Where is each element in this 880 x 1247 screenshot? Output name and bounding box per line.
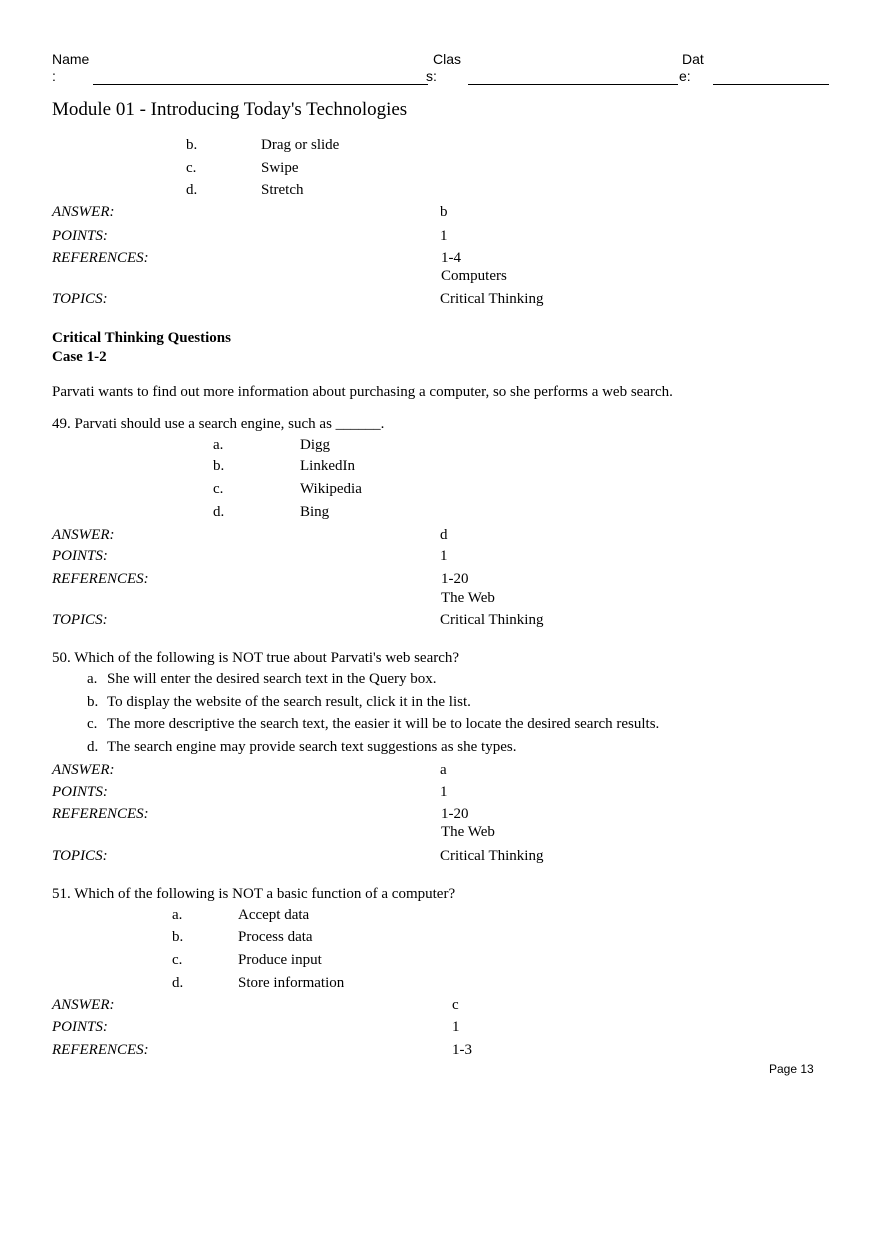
q50-references-label: REFERENCES:	[52, 806, 149, 822]
q50-option-letter: c.	[87, 716, 98, 732]
name-colon: :	[52, 68, 56, 84]
q50-option-text: The search engine may provide search text suggestions as she types.	[107, 739, 517, 755]
case-scenario: Parvati wants to find out more information about purchasing a computer, so she performs a web search.	[52, 384, 673, 400]
q48-topics-value: Critical Thinking	[440, 291, 544, 307]
date-colon: e:	[679, 68, 691, 84]
q51-option-letter: a.	[172, 907, 183, 923]
q49-option-letter: a.	[213, 437, 224, 453]
q51-option-text: Process data	[238, 929, 313, 945]
q51-answer-label: ANSWER:	[52, 997, 115, 1013]
q50-reference-section: The Web	[441, 824, 495, 840]
q51-option-text: Accept data	[238, 907, 310, 923]
q49-answer-value: d	[440, 527, 448, 543]
q48-answer-label: ANSWER:	[52, 204, 115, 220]
q48-reference-section: Computers	[441, 268, 507, 284]
q49-question: 49. Parvati should use a search engine, such as ______.	[52, 416, 385, 432]
q51-references-label: REFERENCES:	[52, 1042, 149, 1058]
q50-points-value: 1	[440, 784, 448, 800]
q51-option-letter: d.	[172, 975, 184, 991]
class-colon: s:	[426, 68, 437, 84]
q50-option-letter: d.	[87, 739, 99, 755]
q51-answer-value: c	[452, 997, 459, 1013]
case-heading: Case 1-2	[52, 349, 107, 365]
q51-reference-number: 1-3	[452, 1042, 472, 1058]
q48-option-letter: d.	[186, 182, 198, 198]
q50-option-letter: a.	[87, 671, 98, 687]
q48-option-letter: b.	[186, 137, 198, 153]
q49-reference-number: 1-20	[441, 571, 469, 587]
q49-option-text: Digg	[300, 437, 330, 453]
q49-option-text: Bing	[300, 504, 330, 520]
q50-answer-value: a	[440, 762, 447, 778]
q48-option-letter: c.	[186, 160, 197, 176]
q49-option-text: Wikipedia	[300, 481, 362, 497]
name-field-line	[93, 84, 428, 85]
q50-answer-label: ANSWER:	[52, 762, 115, 778]
q48-references-label: REFERENCES:	[52, 250, 149, 266]
module-title: Module 01 - Introducing Today's Technologies	[52, 99, 408, 120]
page-number: Page 13	[769, 1062, 814, 1076]
q50-topics-label: TOPICS:	[52, 848, 108, 864]
class-label: Clas	[433, 51, 462, 67]
q49-points-value: 1	[440, 548, 448, 564]
q51-points-label: POINTS:	[52, 1019, 108, 1035]
date-field-line	[713, 84, 829, 85]
q50-option-text: She will enter the desired search text in the Query box.	[107, 671, 437, 687]
q49-topics-label: TOPICS:	[52, 612, 108, 628]
q51-option-text: Store information	[238, 975, 345, 991]
q51-points-value: 1	[452, 1019, 460, 1035]
q49-option-text: LinkedIn	[300, 458, 355, 474]
q51-option-text: Produce input	[238, 952, 322, 968]
q50-option-text: To display the website of the search result, click it in the list.	[107, 694, 471, 710]
q50-topics-value: Critical Thinking	[440, 848, 544, 864]
q50-option-text: The more descriptive the search text, the easier it will be to locate the desired search results.	[107, 716, 660, 732]
q51-question: 51. Which of the following is NOT a basic function of a computer?	[52, 886, 456, 902]
name-label: Name	[52, 51, 90, 67]
q50-question: 50. Which of the following is NOT true about Parvati's web search?	[52, 650, 460, 666]
section-heading: Critical Thinking Questions	[52, 330, 231, 346]
q48-answer-value: b	[440, 204, 448, 220]
q48-option-text: Swipe	[261, 160, 299, 176]
q49-references-label: REFERENCES:	[52, 571, 149, 587]
class-field-line	[468, 84, 678, 85]
q50-option-letter: b.	[87, 694, 99, 710]
q51-option-letter: c.	[172, 952, 183, 968]
q49-topics-value: Critical Thinking	[440, 612, 544, 628]
q49-option-letter: b.	[213, 458, 225, 474]
q49-option-letter: d.	[213, 504, 225, 520]
q50-points-label: POINTS:	[52, 784, 108, 800]
q48-points-label: POINTS:	[52, 228, 108, 244]
q49-option-letter: c.	[213, 481, 224, 497]
q50-reference-number: 1-20	[441, 806, 469, 822]
q48-topics-label: TOPICS:	[52, 291, 108, 307]
q48-option-text: Drag or slide	[261, 137, 340, 153]
q48-points-value: 1	[440, 228, 448, 244]
q49-answer-label: ANSWER:	[52, 527, 115, 543]
q51-option-letter: b.	[172, 929, 184, 945]
q49-reference-section: The Web	[441, 590, 495, 606]
q48-option-text: Stretch	[261, 182, 304, 198]
q49-points-label: POINTS:	[52, 548, 108, 564]
q48-reference-number: 1-4	[441, 250, 461, 266]
date-label: Dat	[682, 51, 704, 67]
